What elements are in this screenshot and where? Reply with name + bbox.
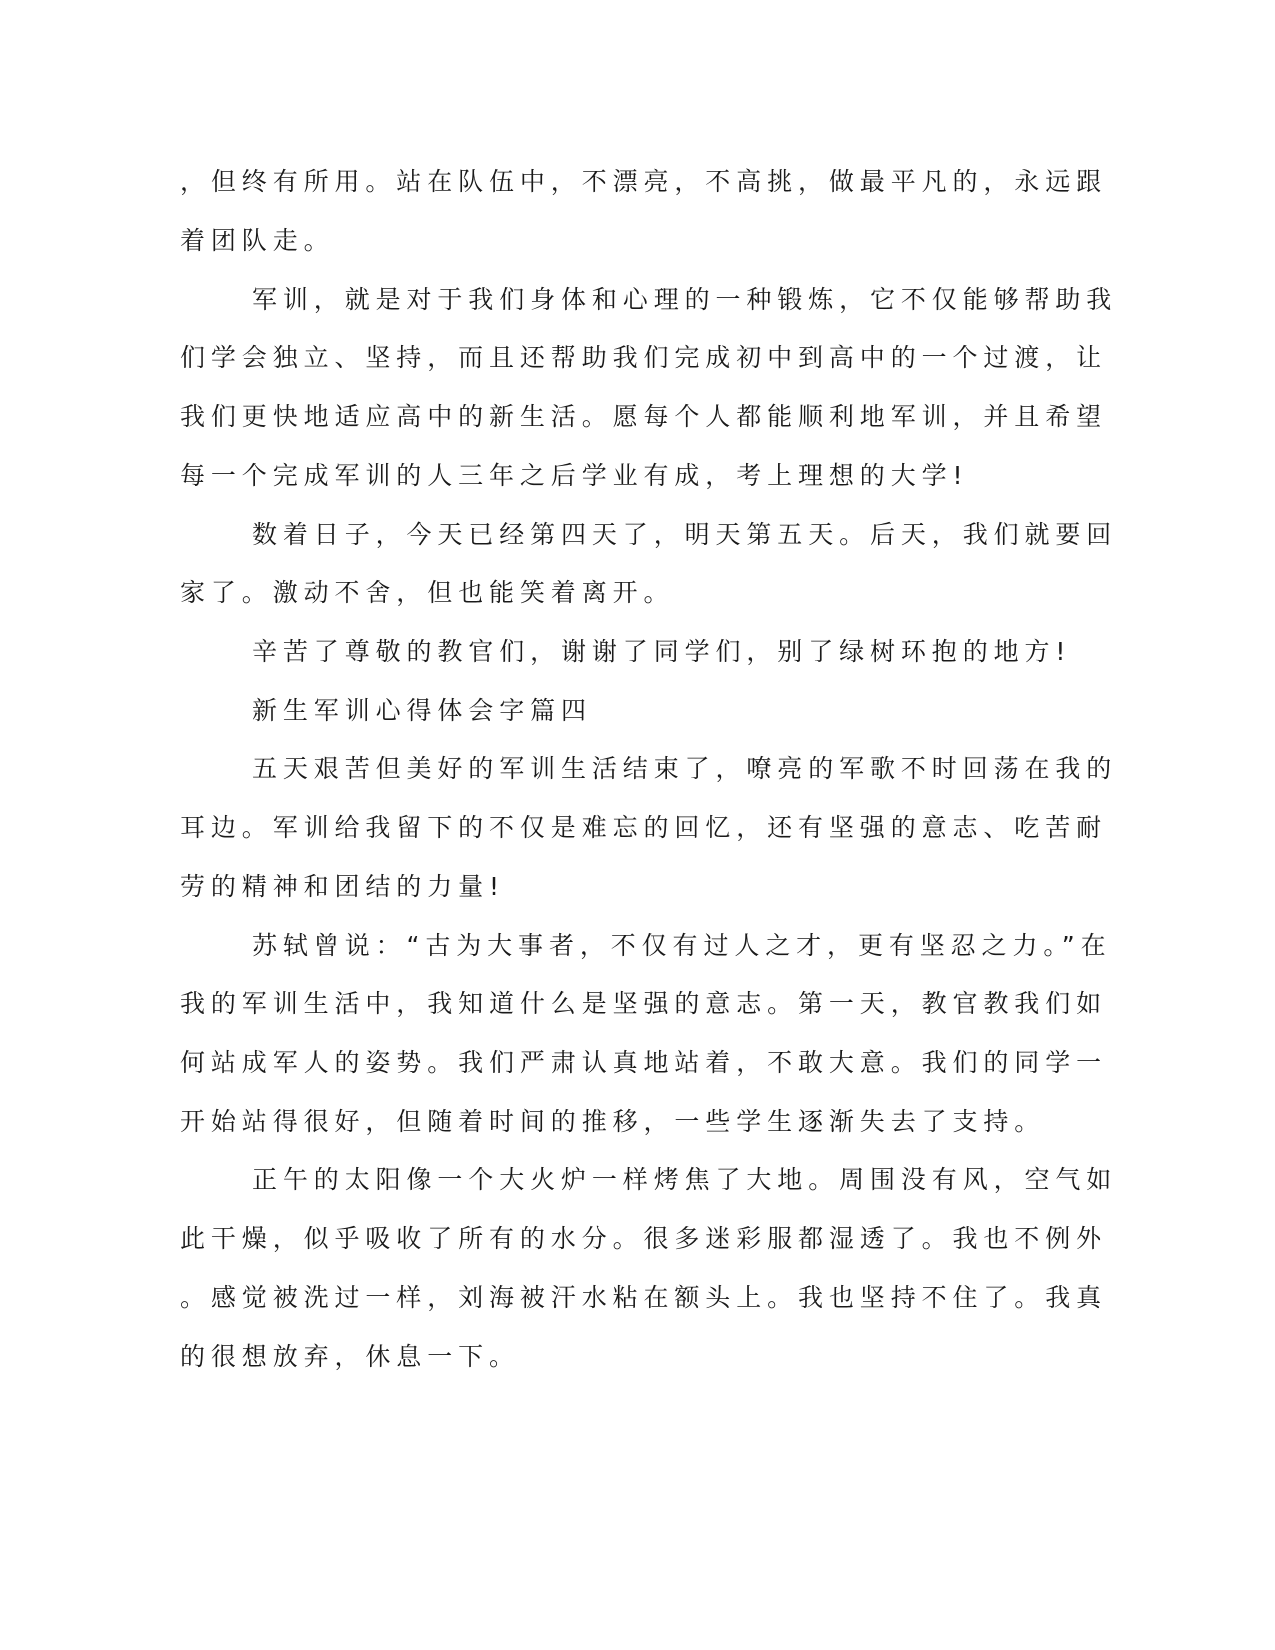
text-line: ，但终有所用。站在队伍中，不漂亮，不高挑，做最平凡的，永远跟: [180, 167, 1108, 196]
text-line: 数着日子，今天已经第四天了，明天第五天。后天，我们就要回: [252, 520, 1118, 549]
section-heading: 新生军训心得体会字篇四: [252, 696, 592, 725]
text-line: 家了。激动不舍，但也能笑着离开。: [180, 578, 675, 607]
text-line: 。感觉被洗过一样，刘海被汗水粘在额头上。我也坚持不住了。我真: [180, 1283, 1108, 1312]
text-line: 五天艰苦但美好的军训生活结束了，嘹亮的军歌不时回荡在我的: [252, 754, 1118, 783]
text-line: 正午的太阳像一个大火炉一样烤焦了大地。周围没有风，空气如: [252, 1165, 1118, 1194]
text-line: 劳的精神和团结的力量!: [180, 872, 505, 901]
text-line: 辛苦了尊敬的教官们，谢谢了同学们，别了绿树环抱的地方!: [252, 637, 1072, 666]
text-line: 耳边。军训给我留下的不仅是难忘的回忆，还有坚强的意志、吃苦耐: [180, 813, 1108, 842]
text-line: 何站成军人的姿势。我们严肃认真地站着，不敢大意。我们的同学一: [180, 1048, 1108, 1077]
text-line: 军训，就是对于我们身体和心理的一种锻炼，它不仅能够帮助我: [252, 285, 1118, 314]
text-line: 苏轼曾说：“古为大事者，不仅有过人之才，更有坚忍之力。”在: [252, 931, 1112, 960]
text-line: 此干燥，似乎吸收了所有的水分。很多迷彩服都湿透了。我也不例外: [180, 1224, 1108, 1253]
text-line: 的很想放弃，休息一下。: [180, 1342, 520, 1371]
text-line: 着团队走。: [180, 226, 335, 255]
text-line: 我们更快地适应高中的新生活。愿每个人都能顺利地军训，并且希望: [180, 402, 1108, 431]
text-line: 们学会独立、坚持，而且还帮助我们完成初中到高中的一个过渡，让: [180, 343, 1108, 372]
text-line: 开始站得很好，但随着时间的推移，一些学生逐渐失去了支持。: [180, 1107, 1046, 1136]
text-line: 每一个完成军训的人三年之后学业有成，考上理想的大学!: [180, 461, 969, 490]
text-line: 我的军训生活中，我知道什么是坚强的意志。第一天，教官教我们如: [180, 989, 1108, 1018]
